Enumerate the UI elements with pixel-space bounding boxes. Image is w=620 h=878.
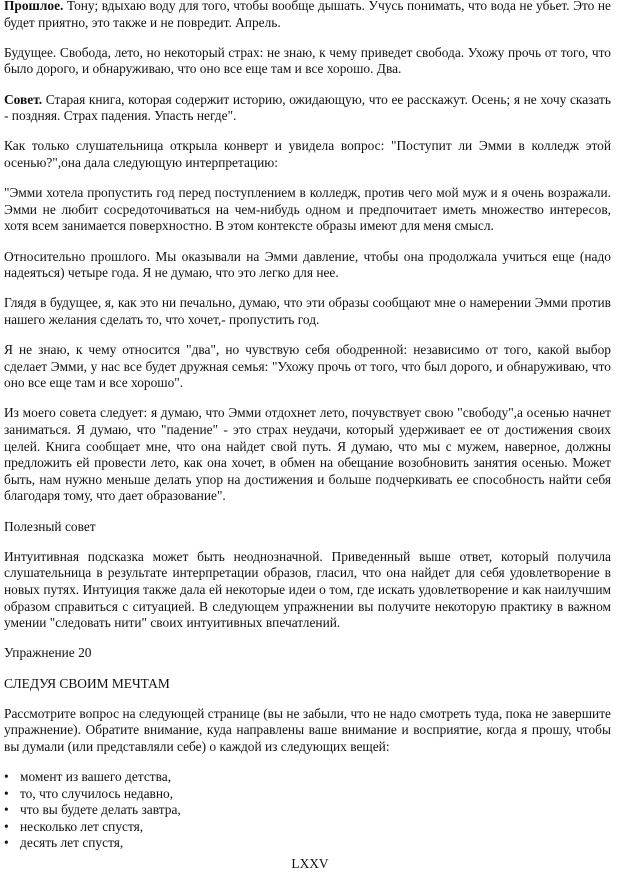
paragraph-text: Из моего совета следует: я думаю, что Эмми отдохнет лето, почувствует свою "свободу",а осенью начнет заниматься. Я думаю, что "падение" - это страх неудачи, который удерживает ее от достижения своих целей. Книга сообщает мне, что она найдет свой путь. Я думаю, что мы с мужем, наверное, должны предложить ей провести лето, как она хочет, в обмен на обещание возобновить занятия осенью. Может быть, нам нужно меньше делать упор на достижения и больше подчеркивать ее способность найти себя благодаря тому, что дает образование". <box>4 405 611 504</box>
paragraph-envelope <box>4 138 611 171</box>
heading-text: СЛЕДУЯ СВОИМ МЕЧТАМ <box>4 675 170 691</box>
paragraph-text: Будущее. Свобода, лето, но некоторый страх: не знаю, к чему приведет свобода. Ухожу прочь от того, что было дорого, и обнаруживаю, что оно все еще там и все хорошо. Два. <box>4 44 611 77</box>
list-item <box>4 802 611 819</box>
list-item-text: момент из вашего детства, <box>20 769 172 785</box>
list-item-text: несколько лет спустя, <box>20 818 144 834</box>
paragraph-lead: Прошлое. <box>4 0 64 13</box>
paragraph-two <box>4 342 611 392</box>
bullet-icon: • <box>4 785 9 801</box>
bullet-list <box>4 769 611 852</box>
exercise-number <box>4 645 611 662</box>
bullet-icon: • <box>4 835 9 851</box>
paragraph-text: Как только слушательница открыла конверт и увидела вопрос: "Поступит ли Эмми в колледж этой осенью?",она дала следующую интерпретацию: <box>4 138 611 170</box>
list-item-text: то, что случилось недавно, <box>20 785 174 801</box>
paragraph-text: Старая книга, которая содержит историю, ожидающую, что ее расскажут. Осень; я не хочу сказать - поздняя. Страх падения. Упасть негде". <box>4 91 611 124</box>
section-heading-useful-advice <box>4 519 611 536</box>
paragraph-text: Относительно прошлого. Мы оказывали на Эмми давление, чтобы она продолжала учиться еще (надо надеяться) четыре года. Я не думаю, что это легко для нее. <box>4 248 611 281</box>
heading-text: Упражнение 20 <box>4 645 92 661</box>
page-number: LXXV <box>291 856 329 871</box>
paragraph-future <box>4 45 611 78</box>
paragraph-past <box>4 0 611 31</box>
bullet-icon: • <box>4 802 9 818</box>
paragraph-text: Тону; вдыхаю воду для того, чтобы вообще дышать. Учусь понимать, что вода не убьет. Это не будет приятно, это также и не повредит. Апрель. <box>4 0 611 30</box>
paragraph-text: Глядя в будущее, я, как это ни печально, думаю, что эти образы сообщают мне о намерении Эмми против нашего желания сделать то, что хочет,- пропустить год. <box>4 295 611 327</box>
bullet-icon: • <box>4 769 9 785</box>
list-item-text: что вы будете делать завтра, <box>20 802 181 818</box>
paragraph-exercise-instructions <box>4 706 611 756</box>
paragraph-text: Рассмотрите вопрос на следующей странице (вы не забыли, что не надо смотреть туда, пока не завершите упражнение). Обратите внимание, куда направлены ваше внимание и восприятие, когда я прошу, чтобы вы думали (или представляли себе) о каждой из следующих вещей: <box>4 705 611 754</box>
list-item <box>4 769 611 786</box>
exercise-title <box>4 676 611 693</box>
list-item-text: десять лет спустя, <box>20 835 124 851</box>
paragraph-intuitive-hint <box>4 549 611 632</box>
paragraph-advice <box>4 92 611 125</box>
list-item <box>4 819 611 836</box>
paragraph-emmy-gap-year <box>4 185 611 235</box>
paragraph-text: Интуитивная подсказка может быть неоднозначной. Приведенный выше ответ, который получила слушательница в результате интерпретации образов, гласил, что она найдет для себя удовлетворение в новых путях. Интуиция также дала ей некоторые идеи о том, где искать удовлетворение и как наилучшим образом справиться с ситуацией. В следующем упражнении вы получите некоторую практику в важном умении "следовать нити" своих интуитивных впечатлений. <box>4 548 611 631</box>
paragraph-lead: Совет. <box>4 91 43 107</box>
list-item <box>4 835 611 852</box>
paragraph-looking-future <box>4 295 611 328</box>
paragraph-regarding-past <box>4 249 611 282</box>
paragraph-text: "Эмми хотела пропустить год перед поступлением в колледж, против чего мой муж и я очень возражали. Эмми не любит сосредоточиваться на чем-нибудь одном и предпочитает иметь множество интересов, хотя всем занимается поверхностно. В этом контексте образы имеют для меня смысл. <box>4 185 611 234</box>
bullet-icon: • <box>4 818 9 834</box>
paragraph-advice-interpretation <box>4 405 611 505</box>
paragraph-text: Я не знаю, к чему относится "два", но чувствую себя ободренной: независимо от того, какой выбор сделает Эмми, у нас все будет дружная семья: "Ухожу прочь от того, что был дорого, и обнаруживаю, что оно все еще там и все хорошо". <box>4 342 611 391</box>
heading-text: Полезный совет <box>4 518 96 534</box>
list-item <box>4 786 611 803</box>
